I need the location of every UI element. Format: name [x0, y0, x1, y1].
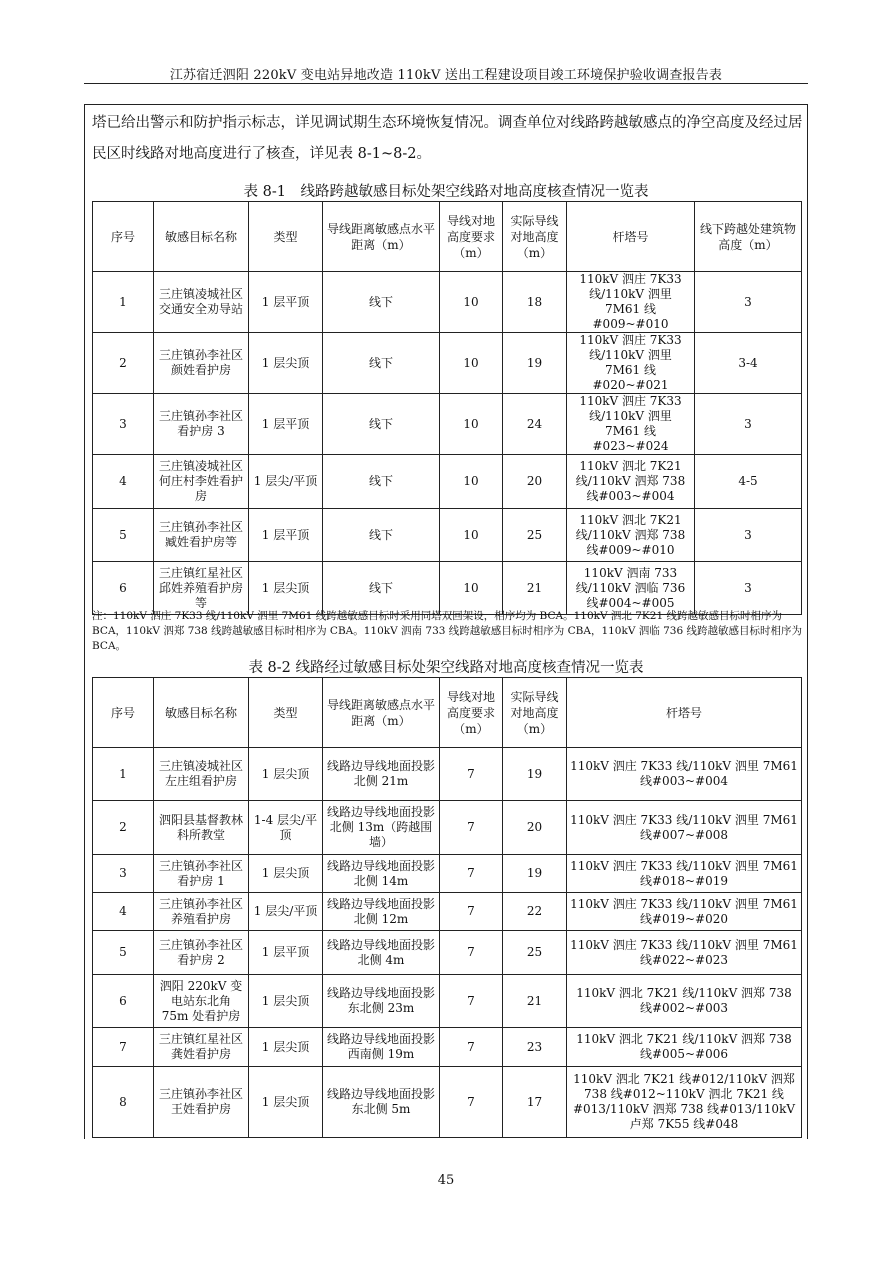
table2-header-row: [93, 678, 802, 748]
table-cell: 7: [440, 748, 503, 801]
table-cell: 7: [440, 855, 503, 893]
table-cell: 泗阳 220kV 变电站东北角 75m 处看护房: [154, 975, 249, 1028]
table-cell: 24: [503, 394, 567, 455]
table-cell: 19: [503, 855, 567, 893]
table-cell: 三庄镇凌城社区何庄村李姓看护房: [154, 455, 249, 509]
table-cell: 7: [440, 1067, 503, 1138]
report-header-title: 江苏宿迁泗阳 220kV 变电站异地改造 110kV 送出工程建设项目竣工环境保护验收调查报告表: [169, 68, 723, 83]
table-cell: 21: [503, 975, 567, 1028]
table-cell: 17: [503, 1067, 567, 1138]
table-cell: 10: [440, 333, 503, 394]
table-cell: 19: [503, 333, 567, 394]
header-divider: [84, 83, 808, 84]
table-cell: 3: [93, 394, 154, 455]
table-8-1: [92, 201, 802, 615]
table1-header-cell: 导线距离敏感点水平距离（m）: [323, 202, 440, 272]
table-cell: 110kV 泗北 7K21 线/110kV 泗郑 738 线#005~#006: [567, 1028, 802, 1067]
table-row: [93, 931, 802, 975]
table-cell: 1 层平顶: [249, 272, 323, 333]
table-cell: 7: [440, 1028, 503, 1067]
table-cell: 三庄镇孙李社区臧姓看护房等: [154, 509, 249, 562]
table1-header-cell: 类型: [249, 202, 323, 272]
table-cell: 110kV 泗庄 7K33 线/110kV 泗里 7M61 线#019~#020: [567, 893, 802, 931]
table-cell: 25: [503, 509, 567, 562]
table-cell: 线路边导线地面投影东北侧 5m: [323, 1067, 440, 1138]
table-cell: 线下: [323, 333, 440, 394]
table-cell: 110kV 泗庄 7K33 线/110kV 泗里 7M61 线#003~#004: [567, 748, 802, 801]
table-cell: 4-5: [695, 455, 802, 509]
table-cell: 线路边导线地面投影北侧 4m: [323, 931, 440, 975]
table-cell: 1 层平顶: [249, 509, 323, 562]
table-cell: 三庄镇凌城社区左庄组看护房: [154, 748, 249, 801]
table1-header-cell: 实际导线对地高度（m）: [503, 202, 567, 272]
table1-header-cell: 杆塔号: [567, 202, 695, 272]
table-cell: 1 层尖顶: [249, 1067, 323, 1138]
table-cell: 1 层尖顶: [249, 975, 323, 1028]
table-cell: 1: [93, 748, 154, 801]
table-cell: 三庄镇红星社区邱姓养殖看护房等: [154, 562, 249, 615]
table-row: [93, 509, 802, 562]
table-cell: 1 层尖顶: [249, 1028, 323, 1067]
table-cell: 23: [503, 1028, 567, 1067]
table-cell: 110kV 泗庄 7K33 线/110kV 泗里 7M61 线#007~#008: [567, 801, 802, 855]
table-cell: 1 层尖顶: [249, 748, 323, 801]
table-cell: 21: [503, 562, 567, 615]
table-cell: 6: [93, 975, 154, 1028]
table-cell: 1 层平顶: [249, 931, 323, 975]
table-row: [93, 333, 802, 394]
table-cell: 110kV 泗北 7K21 线/110kV 泗郑 738 线#009~#010: [567, 509, 695, 562]
table-cell: 线下: [323, 272, 440, 333]
table-cell: 22: [503, 893, 567, 931]
table1-caption: 表 8-1 线路跨越敏感目标处架空线路对地高度核查情况一览表: [243, 184, 649, 200]
table-cell: 25: [503, 931, 567, 975]
table-cell: 10: [440, 562, 503, 615]
table-row: [93, 394, 802, 455]
table-cell: 8: [93, 1067, 154, 1138]
table-cell: 1: [93, 272, 154, 333]
table-cell: 19: [503, 748, 567, 801]
table-cell: 三庄镇孙李社区看护房 3: [154, 394, 249, 455]
table1-note: 注：110kV 泗庄 7K33 线/110kV 泗里 7M61 线跨越敏感目标时采用同塔双回架设，相序均为 BCA。110kV 泗北 7K21 线跨越敏感目标时相序为 BCA，110kV 泗郑 738 线跨越敏感目标时相序为 CBA。110kV 泗南 733 线跨越敏感目标时相序为 CBA，110kV 泗临 736 线跨越敏感目标时相序为 BCA。: [92, 610, 802, 652]
table-cell: 5: [93, 931, 154, 975]
table-cell: 20: [503, 455, 567, 509]
table-cell: 1 层尖/平顶: [249, 893, 323, 931]
table-cell: 线下: [323, 394, 440, 455]
table-cell: 1-4 层尖/平顶: [249, 801, 323, 855]
table1-header-cell: 序号: [93, 202, 154, 272]
table-cell: 三庄镇孙李社区看护房 2: [154, 931, 249, 975]
table-cell: 1 层平顶: [249, 394, 323, 455]
table2-header-cell: 类型: [249, 678, 323, 748]
table-cell: 3: [695, 562, 802, 615]
table-cell: 线路边导线地面投影北侧 14m: [323, 855, 440, 893]
table-cell: 110kV 泗庄 7K33 线/110kV 泗里 7M61 线#023~#024: [567, 394, 695, 455]
table-cell: 110kV 泗庄 7K33 线/110kV 泗里 7M61 线#022~#023: [567, 931, 802, 975]
table-cell: 20: [503, 801, 567, 855]
table-row: [93, 1028, 802, 1067]
table-8-2: [92, 677, 802, 1138]
table-cell: 10: [440, 455, 503, 509]
table1-header-cell: 敏感目标名称: [154, 202, 249, 272]
table2-header-cell: 杆塔号: [567, 678, 802, 748]
table-cell: 线路边导线地面投影北侧 21m: [323, 748, 440, 801]
table-cell: 三庄镇孙李社区看护房 1: [154, 855, 249, 893]
table-cell: 3: [695, 394, 802, 455]
table-cell: 线下: [323, 455, 440, 509]
table1-header-cell: 线下跨越处建筑物高度（m）: [695, 202, 802, 272]
table-cell: 7: [440, 893, 503, 931]
table-cell: 110kV 泗南 733 线/110kV 泗临 736 线#004~#005: [567, 562, 695, 615]
page-number: 45: [437, 1173, 455, 1188]
table-cell: 7: [440, 975, 503, 1028]
table-cell: 110kV 泗北 7K21 线/110kV 泗郑 738 线#002~#003: [567, 975, 802, 1028]
table-cell: 1 层尖/平顶: [249, 455, 323, 509]
table-cell: 7: [93, 1028, 154, 1067]
table2-header-cell: 导线距离敏感点水平距离（m）: [323, 678, 440, 748]
table-row: [93, 893, 802, 931]
table-cell: 7: [440, 801, 503, 855]
table-cell: 三庄镇孙李社区养殖看护房: [154, 893, 249, 931]
table-cell: 线下: [323, 562, 440, 615]
table-cell: 2: [93, 333, 154, 394]
table-cell: 110kV 泗庄 7K33 线/110kV 泗里 7M61 线#020~#021: [567, 333, 695, 394]
table-cell: 7: [440, 931, 503, 975]
table-cell: 泗阳县基督教林科所教堂: [154, 801, 249, 855]
table-cell: 4: [93, 455, 154, 509]
table2-caption: 表 8-2 线路经过敏感目标处架空线路对地高度核查情况一览表: [248, 660, 644, 676]
table-cell: 18: [503, 272, 567, 333]
table-cell: 5: [93, 509, 154, 562]
table-cell: 三庄镇凌城社区交通安全劝导站: [154, 272, 249, 333]
table-cell: 110kV 泗庄 7K33 线/110kV 泗里 7M61 线#009~#010: [567, 272, 695, 333]
table-cell: 2: [93, 801, 154, 855]
table-cell: 1 层尖顶: [249, 562, 323, 615]
table-row: [93, 975, 802, 1028]
table2-header-cell: 序号: [93, 678, 154, 748]
table-row: [93, 272, 802, 333]
table-cell: 1 层尖顶: [249, 855, 323, 893]
table-row: [93, 801, 802, 855]
table-row: [93, 855, 802, 893]
table-cell: 3: [695, 509, 802, 562]
table-cell: 线下: [323, 509, 440, 562]
table1-header-cell: 导线对地高度要求（m）: [440, 202, 503, 272]
table-cell: 线路边导线地面投影西南侧 19m: [323, 1028, 440, 1067]
table-row: [93, 455, 802, 509]
table-cell: 110kV 泗北 7K21 线/110kV 泗郑 738 线#003~#004: [567, 455, 695, 509]
table2-header-cell: 敏感目标名称: [154, 678, 249, 748]
table-cell: 10: [440, 272, 503, 333]
table-cell: 线路边导线地面投影东北侧 23m: [323, 975, 440, 1028]
table-cell: 三庄镇红星社区龚姓看护房: [154, 1028, 249, 1067]
table-cell: 10: [440, 394, 503, 455]
table-row: [93, 748, 802, 801]
table-cell: 3: [695, 272, 802, 333]
table-cell: 3: [93, 855, 154, 893]
intro-paragraph: 塔已给出警示和防护指示标志，详见调试期生态环境恢复情况。调查单位对线路跨越敏感点的净空高度及经过居民区时线路对地高度进行了核查，详见表 8-1~8-2。: [92, 115, 803, 162]
table-cell: 110kV 泗北 7K21 线#012/110kV 泗郑 738 线#012~110kV 泗北 7K21 线#013/110kV 泗郑 738 线#013/110kV 卢郑 7K55 线#048: [567, 1067, 802, 1138]
table2-header-cell: 实际导线对地高度（m）: [503, 678, 567, 748]
table1-header-row: [93, 202, 802, 272]
table-cell: 三庄镇孙李社区颜姓看护房: [154, 333, 249, 394]
table-cell: 1 层尖顶: [249, 333, 323, 394]
table-cell: 线路边导线地面投影北侧 12m: [323, 893, 440, 931]
table2-header-cell: 导线对地高度要求（m）: [440, 678, 503, 748]
table-row: [93, 1067, 802, 1138]
table-row: [93, 562, 802, 615]
table-cell: 线路边导线地面投影北侧 13m（跨越围墙）: [323, 801, 440, 855]
table-cell: 三庄镇孙李社区王姓看护房: [154, 1067, 249, 1138]
table-cell: 3-4: [695, 333, 802, 394]
table-cell: 10: [440, 509, 503, 562]
table-cell: 4: [93, 893, 154, 931]
table-cell: 110kV 泗庄 7K33 线/110kV 泗里 7M61 线#018~#019: [567, 855, 802, 893]
table-cell: 6: [93, 562, 154, 615]
